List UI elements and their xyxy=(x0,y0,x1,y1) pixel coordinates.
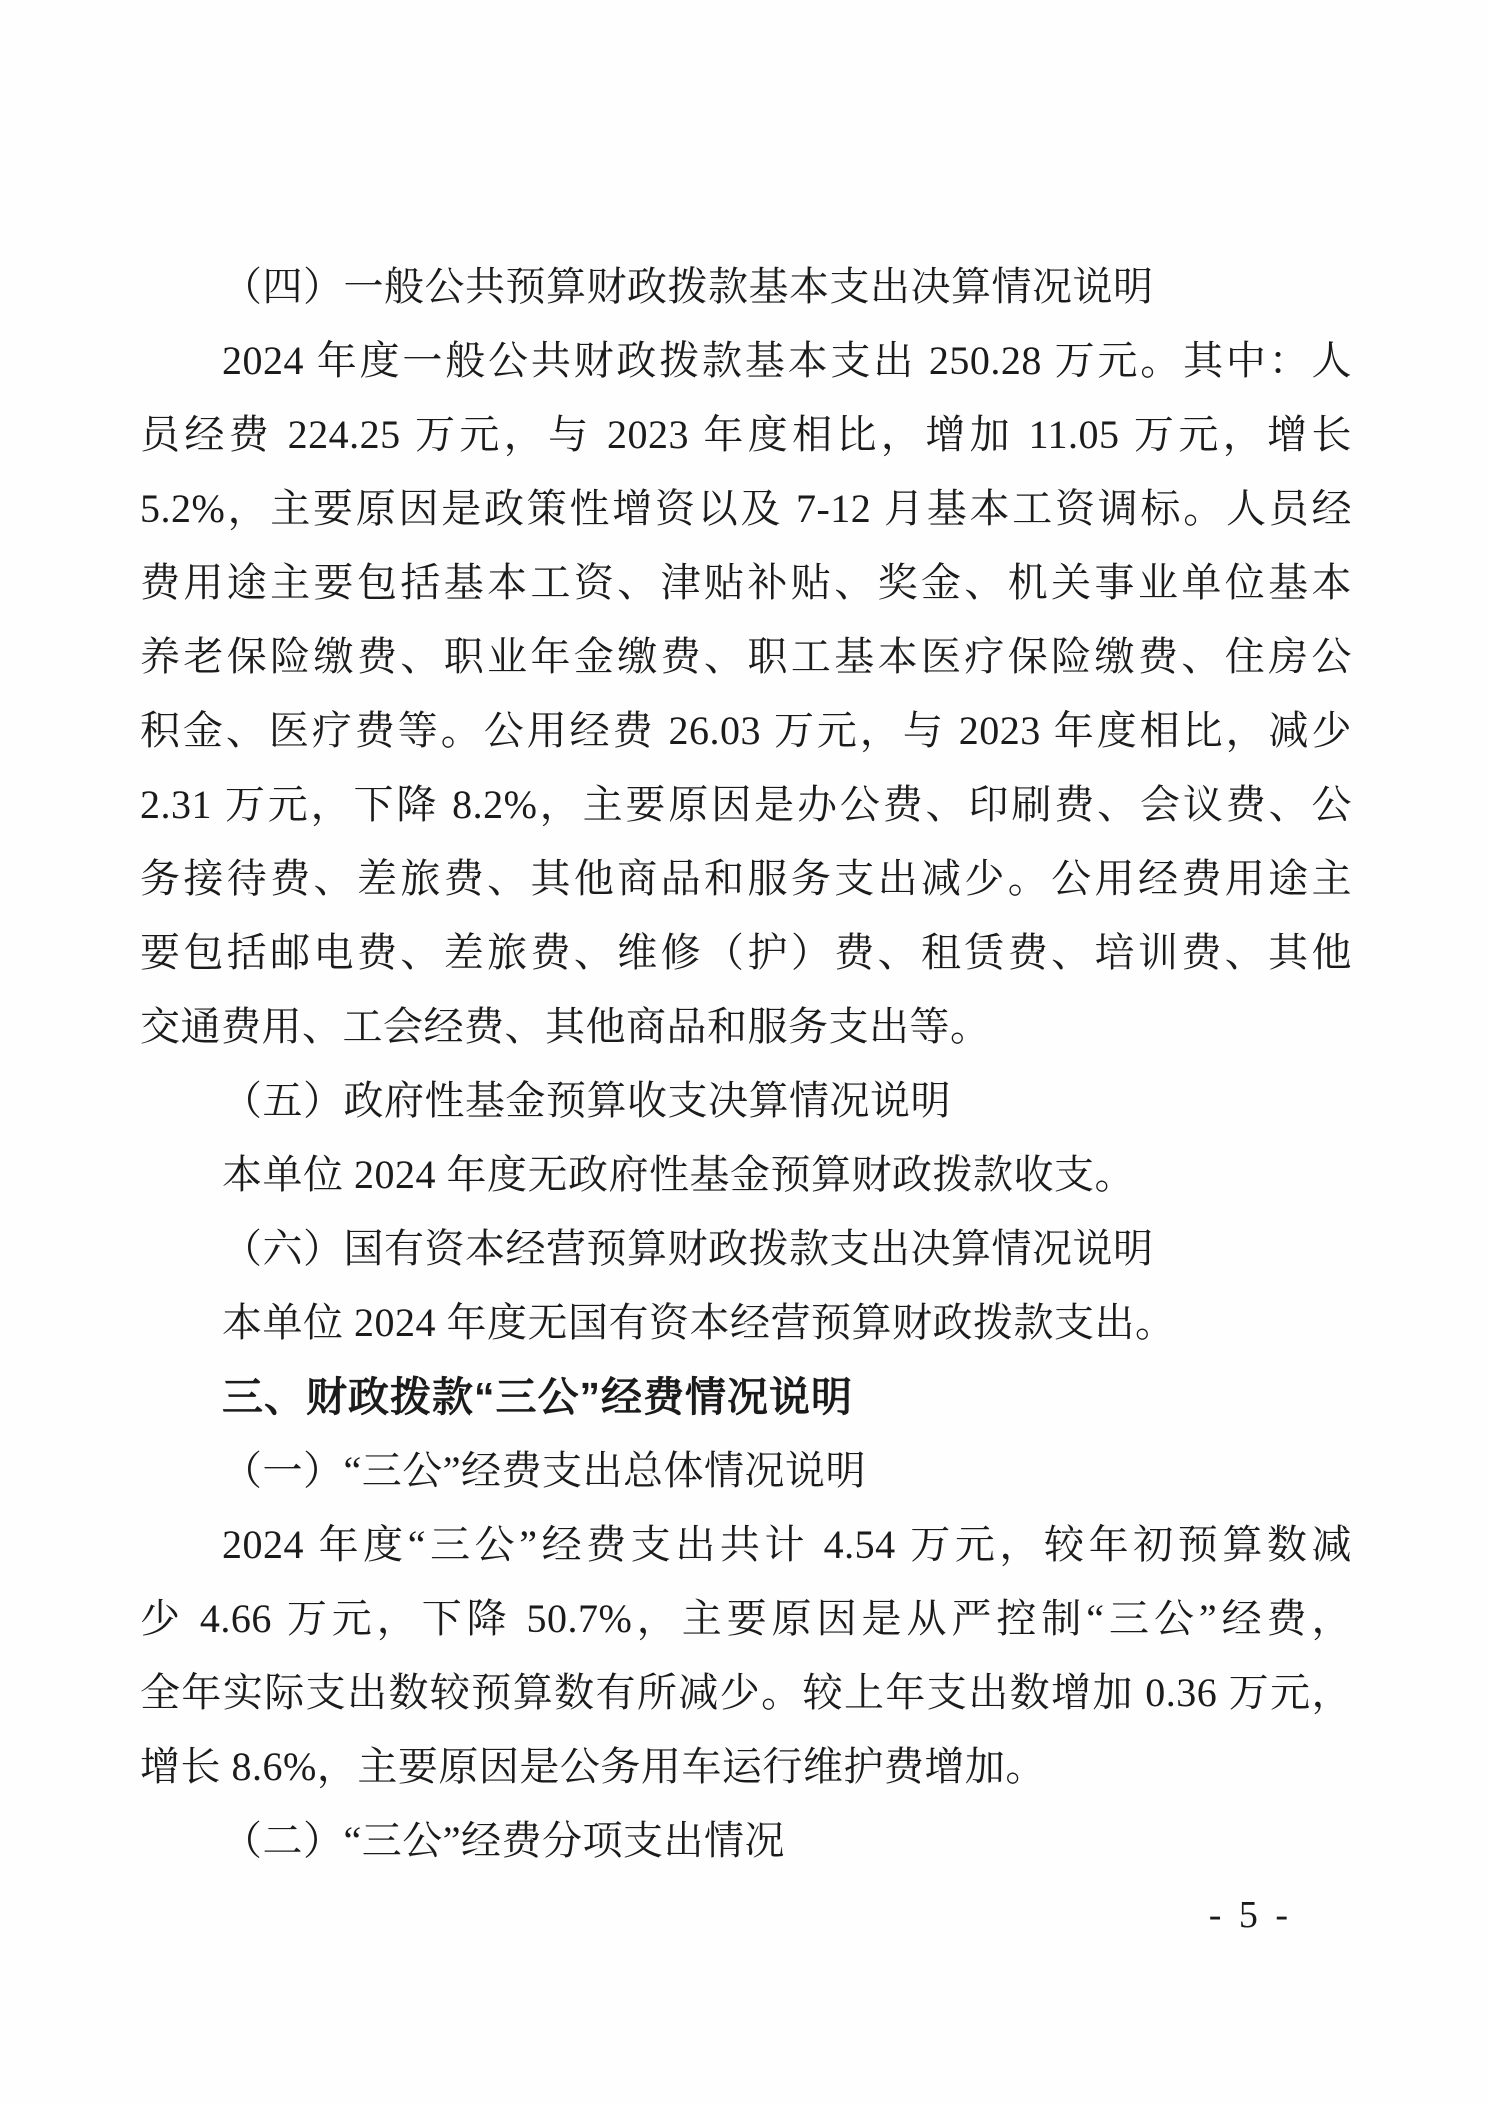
paragraph-line: 2024 年度“三公”经费支出共计 4.54 万元，较年初预算数减 xyxy=(222,1522,1352,1567)
paragraph-line: 务接待费、差旅费、其他商品和服务支出减少。公用经费用途主 xyxy=(140,856,1352,901)
paragraph-line: 2024 年度一般公共财政拨款基本支出 250.28 万元。其中：人 xyxy=(222,338,1352,383)
section-heading-two: （二）“三公”经费分项支出情况 xyxy=(222,1818,786,1863)
paragraph-line: 全年实际支出数较预算数有所减少。较上年支出数增加 0.36 万元， xyxy=(140,1670,1352,1715)
paragraph-line: 少 4.66 万元，下降 50.7%，主要原因是从严控制“三公”经费， xyxy=(140,1596,1352,1641)
paragraph-line: 2.31 万元，下降 8.2%，主要原因是办公费、印刷费、会议费、公 xyxy=(140,782,1352,827)
paragraph-line: 本单位 2024 年度无政府性基金预算财政拨款收支。 xyxy=(222,1152,1135,1197)
paragraph-line: 员经费 224.25 万元，与 2023 年度相比，增加 11.05 万元，增长 xyxy=(140,412,1352,457)
chapter-heading-three: 三、财政拨款“三公”经费情况说明 xyxy=(222,1374,853,1420)
section-heading-four: （四）一般公共预算财政拨款基本支出决算情况说明 xyxy=(222,264,1154,309)
section-heading-six: （六）国有资本经营预算财政拨款支出决算情况说明 xyxy=(222,1226,1154,1271)
paragraph-line: 5.2%，主要原因是政策性增资以及 7-12 月基本工资调标。人员经 xyxy=(140,486,1352,531)
paragraph-line: 费用途主要包括基本工资、津贴补贴、奖金、机关事业单位基本 xyxy=(140,560,1352,605)
paragraph-line: 增长 8.6%，主要原因是公务用车运行维护费增加。 xyxy=(140,1744,1046,1789)
page-number: - 5 - xyxy=(1208,1894,1292,1936)
paragraph-line: 交通费用、工会经费、其他商品和服务支出等。 xyxy=(140,1004,991,1049)
section-heading-one: （一）“三公”经费支出总体情况说明 xyxy=(222,1448,867,1493)
paragraph-line: 要包括邮电费、差旅费、维修（护）费、租赁费、培训费、其他 xyxy=(140,930,1352,975)
paragraph-line: 本单位 2024 年度无国有资本经营预算财政拨款支出。 xyxy=(222,1300,1176,1345)
paragraph-line: 积金、医疗费等。公用经费 26.03 万元，与 2023 年度相比，减少 xyxy=(140,708,1352,753)
section-heading-five: （五）政府性基金预算收支决算情况说明 xyxy=(222,1078,951,1123)
paragraph-line: 养老保险缴费、职业年金缴费、职工基本医疗保险缴费、住房公 xyxy=(140,634,1352,679)
document-body xyxy=(140,250,1352,1878)
